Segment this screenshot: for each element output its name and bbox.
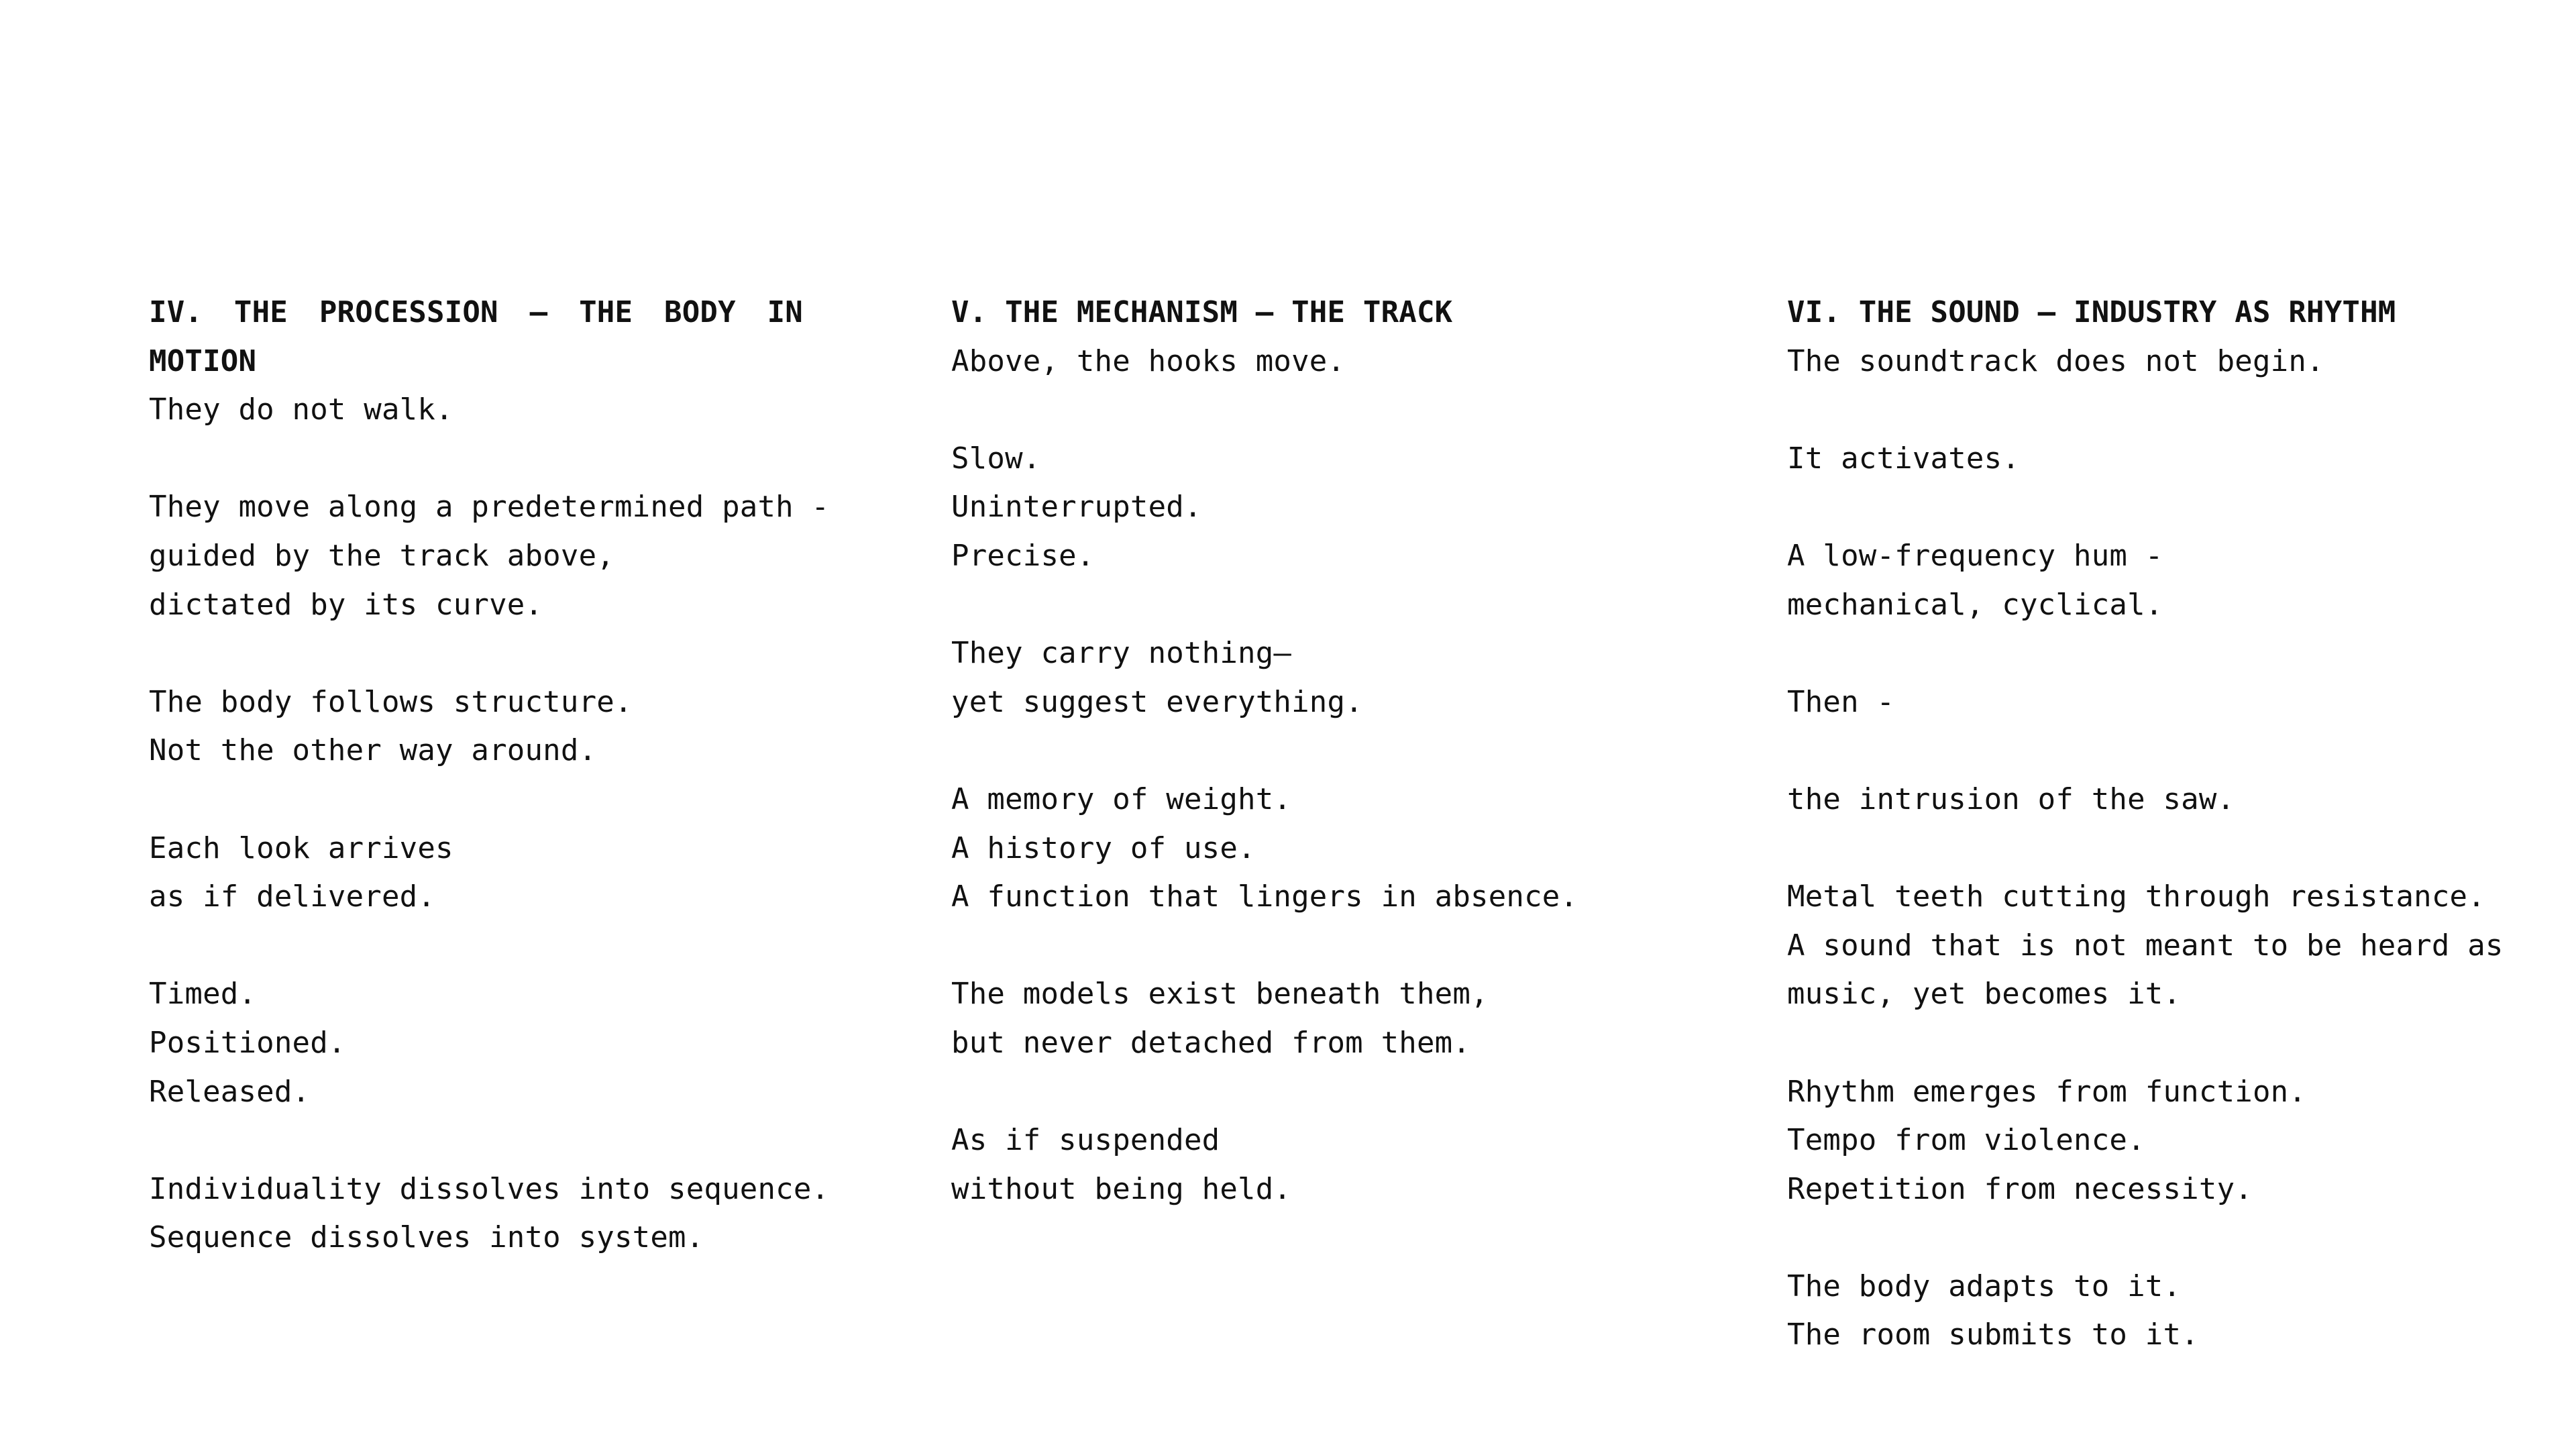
text-line: Then - (1787, 684, 1895, 719)
text-line: They move along a predetermined path - (149, 490, 830, 525)
text-line: Each look arrives (149, 830, 453, 865)
text-line: without being held. (951, 1171, 1292, 1206)
text-line: Timed. (149, 977, 257, 1012)
blank-line (951, 922, 1689, 971)
text-line: A history of use. (951, 830, 1256, 865)
section-iv-column (149, 288, 830, 1263)
blank-line (951, 1068, 1689, 1117)
blank-line (149, 435, 820, 484)
blank-line (1787, 1214, 2525, 1263)
text-line: Uninterrupted. (951, 490, 1202, 525)
blank-line (1787, 727, 2525, 775)
text-line: Sequence dissolves into system. (149, 1220, 704, 1255)
section-iv-text (149, 386, 830, 1263)
text-line: Tempo from violence. (1787, 1123, 2145, 1158)
text-line: music, yet becomes it. (1787, 977, 2182, 1012)
blank-line (1787, 386, 2525, 435)
blank-line (1787, 824, 2525, 873)
text-line: Positioned. (149, 1025, 346, 1060)
blank-line (951, 386, 1689, 435)
blank-line (1787, 1019, 2525, 1068)
text-line: It activates. (1787, 441, 2020, 476)
text-line: Individuality dissolves into sequence. (149, 1171, 830, 1206)
text-line: The soundtrack does not begin. (1787, 343, 2324, 378)
text-line: dictated by its curve. (149, 587, 543, 622)
text-line: Above, the hooks move. (951, 343, 1346, 378)
text-line: They do not walk. (149, 392, 453, 427)
section-v-column (951, 288, 1689, 1214)
blank-line (149, 1116, 820, 1165)
blank-line (1787, 483, 2525, 532)
text-line: The body follows structure. (149, 684, 633, 719)
text-line: Slow. (951, 441, 1041, 476)
text-line: yet suggest everything. (951, 684, 1363, 719)
section-iv-heading: IV. THE PROCESSION — THE BODY IN MOTION (149, 295, 803, 378)
blank-line (951, 727, 1689, 775)
text-line: The body adapts to it. (1787, 1269, 2182, 1303)
text-line: A function that lingers in absence. (951, 879, 1578, 914)
text-line: Metal teeth cutting through resistance. (1787, 879, 2485, 914)
section-vi-heading: VI. THE SOUND — INDUSTRY AS RHYTHM (1787, 295, 2396, 329)
text-line: guided by the track above, (149, 538, 614, 573)
section-v-text (951, 337, 1689, 1214)
text-line: A memory of weight. (951, 782, 1292, 816)
section-v-heading: V. THE MECHANISM — THE TRACK (951, 295, 1453, 329)
section-vi-text (1787, 337, 2525, 1360)
text-line: Released. (149, 1074, 311, 1109)
text-line: The room submits to it. (1787, 1318, 2199, 1352)
section-vi-column (1787, 288, 2525, 1360)
text-line: Rhythm emerges from function. (1787, 1074, 2307, 1109)
text-line: as if delivered. (149, 879, 436, 914)
text-line: As if suspended (951, 1123, 1220, 1158)
text-line: The models exist beneath them, (951, 977, 1489, 1012)
blank-line (1787, 629, 2525, 678)
text-line: the intrusion of the saw. (1787, 782, 2235, 816)
text-line: mechanical, cyclical. (1787, 587, 2163, 622)
text-line: but never detached from them. (951, 1025, 1471, 1060)
text-line: Not the other way around. (149, 733, 597, 768)
text-line: A low-frequency hum - (1787, 538, 2163, 573)
blank-line (149, 922, 820, 971)
text-line: A sound that is not meant to be heard as (1787, 928, 2504, 963)
text-line: Repetition from necessity. (1787, 1171, 2253, 1206)
blank-line (951, 581, 1689, 630)
blank-line (149, 629, 820, 678)
text-line: They carry nothing— (951, 636, 1292, 671)
text-line: Precise. (951, 538, 1095, 573)
blank-line (149, 775, 820, 824)
